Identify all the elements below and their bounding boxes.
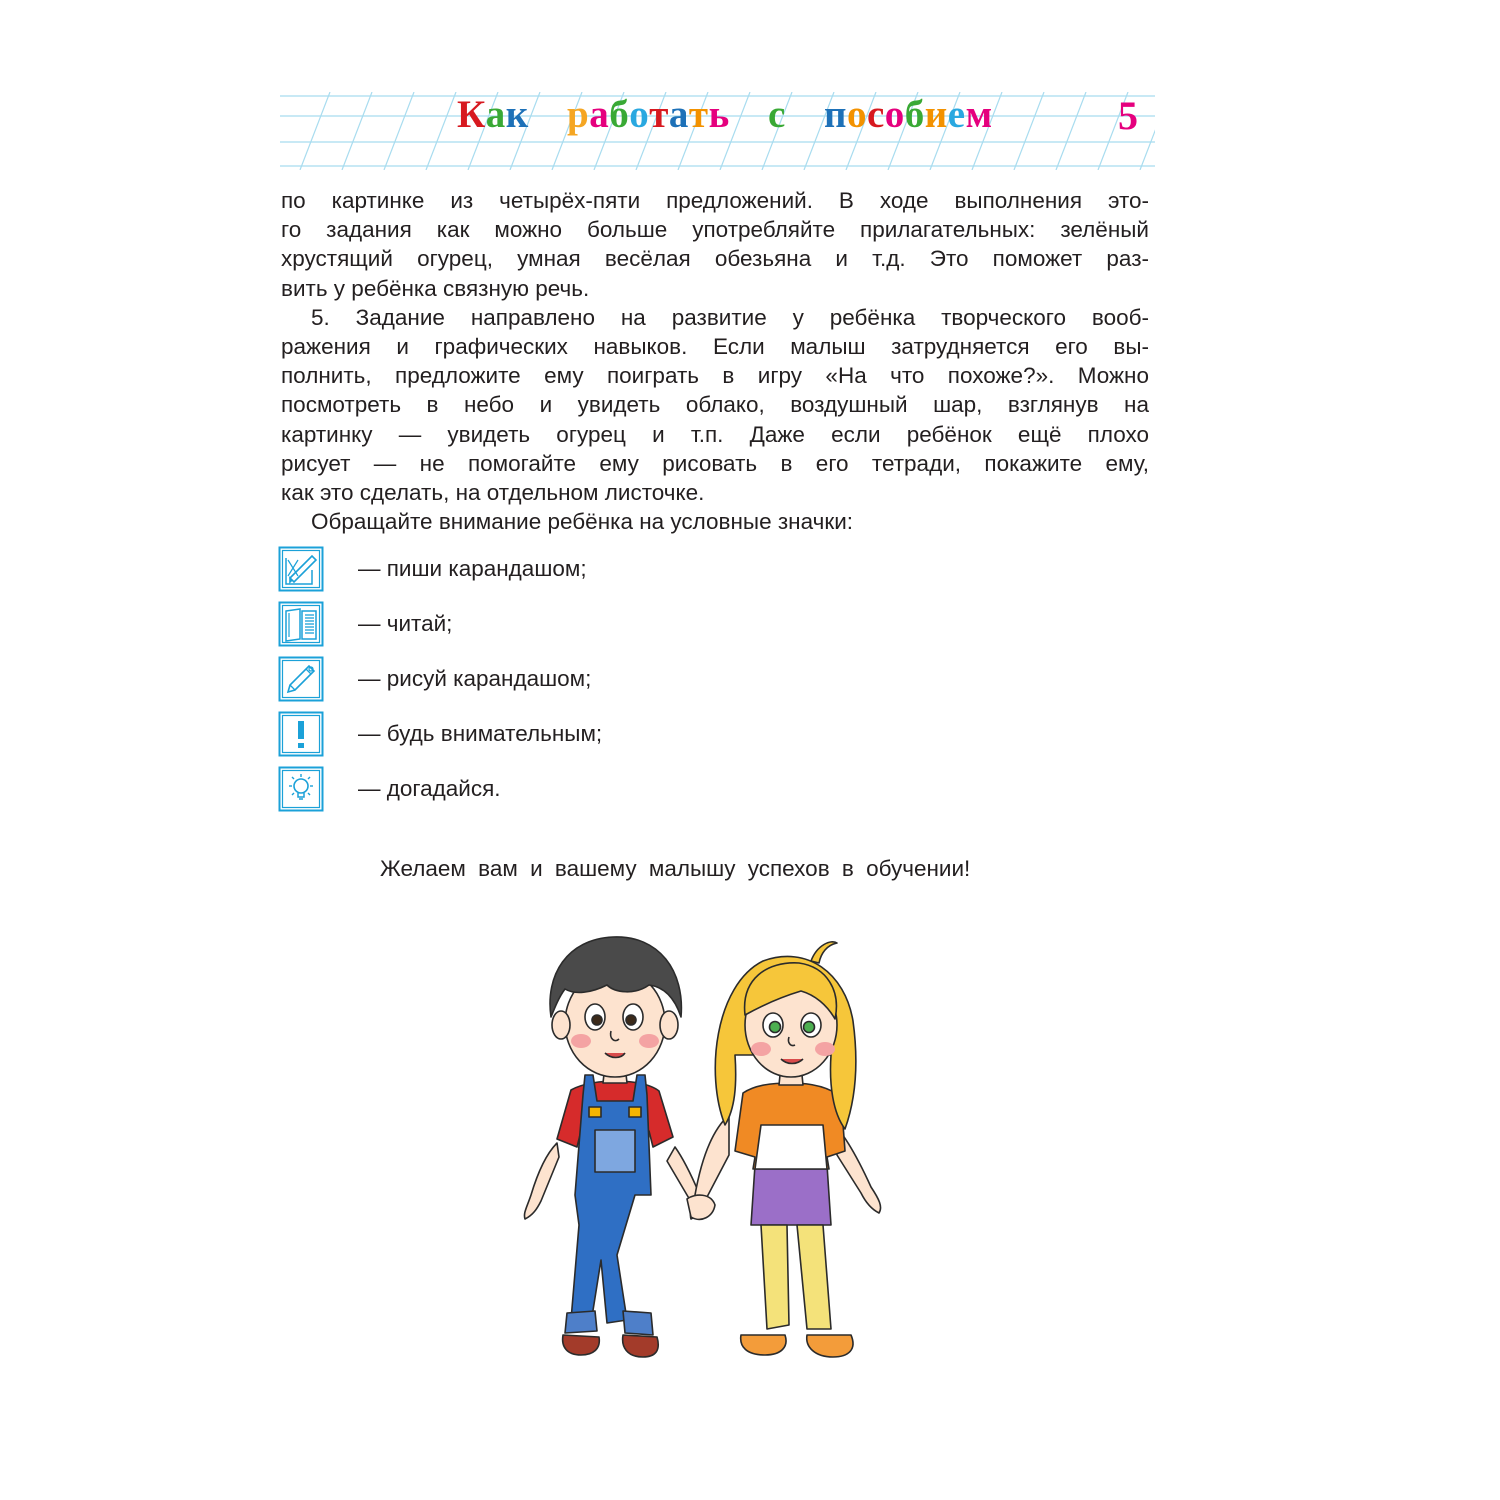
- title-word-3: [768, 92, 786, 137]
- title-letter: т: [688, 93, 709, 136]
- text-line: посмотреть в небо и увидеть облако, воздушный шар, взглянув на: [281, 392, 1149, 418]
- title-letter: о: [884, 93, 905, 136]
- joined-hands: [687, 1195, 715, 1219]
- page-title: [457, 92, 993, 142]
- girl-figure: [690, 942, 880, 1357]
- title-letter: с: [767, 93, 786, 136]
- title-letter: б: [904, 93, 925, 136]
- title-letter: а: [485, 93, 506, 136]
- legend-item-attention: [278, 711, 878, 761]
- title-letter: о: [846, 93, 867, 136]
- legend-item-draw: [278, 656, 878, 706]
- instructions-text: [281, 186, 1149, 536]
- text-line: Обращайте внимание ребёнка на условные значки:: [311, 509, 854, 535]
- title-letter: п: [824, 93, 847, 136]
- title-letter: К: [457, 93, 486, 136]
- title-letter: а: [668, 93, 689, 136]
- legend-label: — догадайся.: [358, 776, 501, 801]
- title-letter: с: [866, 93, 885, 136]
- legend-label: — пиши карандашом;: [358, 556, 587, 581]
- lightbulb-icon: [278, 766, 324, 812]
- title-letter: м: [965, 93, 993, 136]
- draw-pencil-icon: [278, 656, 324, 702]
- legend-label: — будь внимательным;: [358, 721, 603, 746]
- legend-item-write: [278, 546, 878, 596]
- title-word-2: [567, 92, 730, 137]
- legend-item-guess: [278, 766, 878, 816]
- legend-label: — рисуй карандашом;: [358, 666, 592, 691]
- exclamation-icon: [278, 711, 324, 757]
- title-letter: а: [589, 93, 610, 136]
- children-illustration: [515, 925, 905, 1390]
- title-letter: р: [567, 93, 590, 136]
- title-letter: и: [924, 93, 948, 136]
- legend-label: — читай;: [358, 611, 453, 636]
- boy-figure: [524, 937, 706, 1357]
- legend-item-read: [278, 601, 878, 651]
- title-letter: ь: [708, 93, 730, 136]
- text-line: ражения и графических навыков. Если малыш затрудняется его вы-: [281, 333, 1149, 359]
- title-letter: е: [947, 93, 966, 136]
- text-line: 5. Задание направлено на развитие у ребёнка творческого вооб-: [311, 304, 1149, 330]
- text-line: как это сделать, на отдельном листочке.: [281, 479, 705, 505]
- title-letter: о: [629, 93, 650, 136]
- title-letter: т: [649, 93, 669, 136]
- page-number: 5: [1118, 93, 1138, 138]
- title-word-4: [824, 92, 993, 137]
- text-line: картинку — увидеть огурец и т.п. Даже если ребёнок ещё плохо: [281, 421, 1149, 447]
- text-line: полнить, предложите ему поиграть в игру «На что похоже?». Можно: [281, 363, 1149, 389]
- closing-wish: Желаем вам и вашему малышу успехов в обучении!: [380, 856, 971, 881]
- text-line: вить у ребёнка связную речь.: [281, 275, 590, 301]
- title-word-1: [457, 92, 529, 137]
- text-line: рисует — не помогайте ему рисовать в его тетради, покажите ему,: [281, 450, 1149, 476]
- title-letter: б: [609, 93, 630, 136]
- text-line: го задания как можно больше употребляйте прилагательных: зелёный: [281, 217, 1149, 243]
- text-line: по картинке из четырёх-пяти предложений. В ходе выполнения это-: [281, 188, 1149, 213]
- text-line: хрустящий огурец, умная весёлая обезьяна и т.д. Это поможет раз-: [281, 246, 1149, 272]
- write-pen-icon: [278, 546, 324, 592]
- title-letter: к: [505, 93, 529, 136]
- read-book-icon: [278, 601, 324, 647]
